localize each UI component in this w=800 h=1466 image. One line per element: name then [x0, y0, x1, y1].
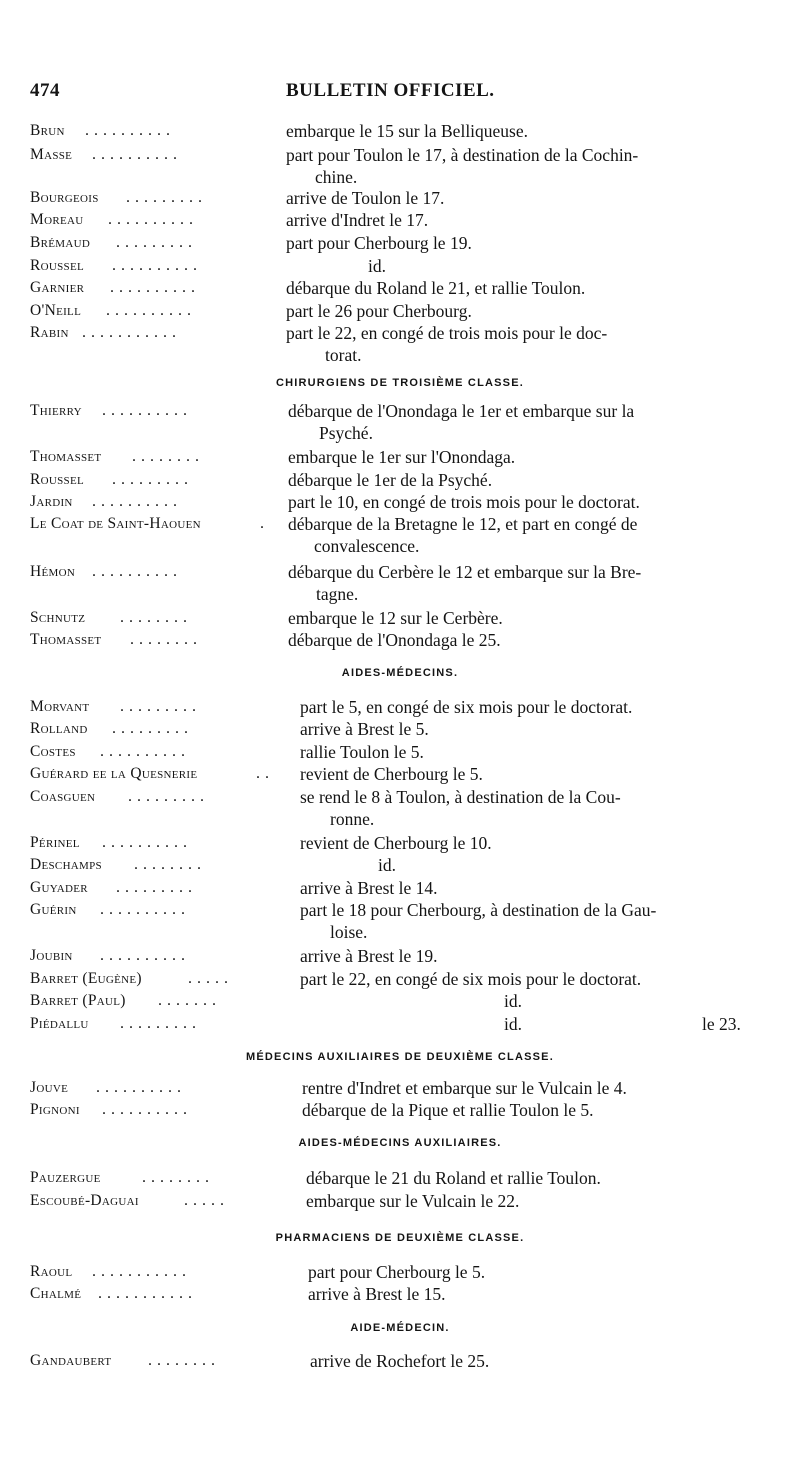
entry-continuation: torat. — [325, 345, 362, 365]
entry-text: débarque le 1er de la Psyché. — [288, 470, 493, 490]
leader-dots: ........ — [142, 1169, 214, 1186]
leader-dots: .......... — [100, 901, 190, 918]
leader-dots: ......... — [128, 788, 209, 805]
section-heading: AIDE-MÉDECIN. — [350, 1322, 450, 1334]
entry-text: part le 22, en congé de six mois pour le doctorat. — [300, 969, 642, 989]
entry-text: part le 22, en congé de trois mois pour le doc- — [286, 323, 608, 343]
entry-name: Guérard ee la Quesnerie — [30, 765, 198, 782]
entry-name: Guérin — [30, 901, 77, 918]
entry-name: Brémaud — [30, 234, 91, 251]
entry-name: Morvant — [30, 698, 90, 715]
entry-text: rentre d'Indret et embarque sur le Vulcain le 4. — [302, 1078, 627, 1098]
entry-continuation: ronne. — [330, 809, 375, 829]
leader-dots: ......... — [116, 234, 197, 251]
entry-text: part le 10, en congé de trois mois pour le doctorat. — [288, 492, 640, 512]
entry-text: embarque le 1er sur l'Onondaga. — [288, 447, 516, 467]
entry-continuation: convalescence. — [314, 536, 420, 556]
entry-continuation: loise. — [330, 922, 368, 942]
leader-dots: .. — [256, 765, 274, 782]
leader-dots: ..... — [188, 970, 233, 987]
entry-name: Périnel — [30, 834, 80, 851]
leader-dots: .......... — [85, 122, 175, 139]
entry-name: Raoul — [30, 1263, 73, 1280]
leader-dots: .......... — [100, 743, 190, 760]
entry-text: id. — [504, 1014, 522, 1034]
leader-dots: ........ — [132, 448, 204, 465]
leader-dots: .......... — [102, 1101, 192, 1118]
section-heading: PHARMACIENS DE DEUXIÈME CLASSE. — [275, 1232, 525, 1244]
entry-name: Schnutz — [30, 609, 86, 626]
page-number: 474 — [30, 80, 60, 101]
entry-name: Coasguen — [30, 788, 96, 805]
entry-name: Costes — [30, 743, 76, 760]
entry-name: Escoubé-Daguai — [30, 1192, 139, 1209]
leader-dots: ........ — [148, 1352, 220, 1369]
entry-name: Moreau — [30, 211, 84, 228]
page-header — [30, 76, 750, 106]
entry-name: Barret (Eugène) — [30, 970, 142, 987]
entry-text: débarque du Cerbère le 12 et embarque sur la Bre- — [288, 562, 642, 582]
entry-continuation: Psyché. — [319, 423, 373, 443]
leader-dots: ........... — [92, 1263, 191, 1280]
entry-text: part pour Cherbourg le 19. — [286, 233, 472, 253]
entry-name: Pauzergue — [30, 1169, 101, 1186]
entry-name: Piédallu — [30, 1015, 89, 1032]
entry-text: id. — [368, 256, 386, 276]
entry-text: débarque de la Pique et rallie Toulon le 5. — [302, 1100, 594, 1120]
entry-text: revient de Cherbourg le 10. — [300, 833, 492, 853]
page-title: BULLETIN OFFICIEL. — [286, 80, 495, 101]
leader-dots: . — [260, 515, 269, 532]
entry-name: Thomasset — [30, 448, 102, 465]
leader-dots: ........ — [120, 609, 192, 626]
entry-text: arrive d'Indret le 17. — [286, 210, 429, 230]
leader-dots: .......... — [108, 211, 198, 228]
section-heading: CHIRURGIENS DE TROISIÈME CLASSE. — [275, 377, 525, 389]
entry-text: se rend le 8 à Toulon, à destination de la Cou- — [300, 787, 621, 807]
leader-dots: ........... — [98, 1285, 197, 1302]
entry-extra-date: le 23. — [702, 1014, 741, 1034]
leader-dots: .......... — [112, 257, 202, 274]
leader-dots: .......... — [96, 1079, 186, 1096]
leader-dots: .......... — [102, 402, 192, 419]
leader-dots: ......... — [120, 698, 201, 715]
leader-dots: ..... — [184, 1192, 229, 1209]
entry-text: part pour Toulon le 17, à destination de la Cochin- — [286, 145, 639, 165]
leader-dots: ........... — [82, 324, 181, 341]
entry-name: Le Coat de Saint-Haouen — [30, 515, 201, 532]
leader-dots: ......... — [112, 471, 193, 488]
entry-name: Brun — [30, 122, 65, 139]
entry-text: part le 18 pour Cherbourg, à destination de la Gau- — [300, 900, 657, 920]
entry-text: part le 5, en congé de six mois pour le doctorat. — [300, 697, 633, 717]
entry-text: rallie Toulon le 5. — [300, 742, 424, 762]
section-heading: AIDES-MÉDECINS. — [341, 667, 459, 679]
entry-text: part pour Cherbourg le 5. — [308, 1262, 486, 1282]
entry-text: débarque de la Bretagne le 12, et part en congé de — [288, 514, 638, 534]
leader-dots: .......... — [92, 493, 182, 510]
entry-name: Thierry — [30, 402, 82, 419]
entry-name: Pignoni — [30, 1101, 80, 1118]
leader-dots: .......... — [106, 302, 196, 319]
entry-text: arrive à Brest le 5. — [300, 719, 429, 739]
leader-dots: ......... — [120, 1015, 201, 1032]
entry-text: débarque du Roland le 21, et rallie Toulon. — [286, 278, 586, 298]
entry-name: Jouve — [30, 1079, 69, 1096]
entry-name: O'Neill — [30, 302, 82, 319]
entry-text: embarque le 12 sur le Cerbère. — [288, 608, 503, 628]
entry-name: Guyader — [30, 879, 88, 896]
entry-text: id. — [378, 855, 396, 875]
entry-name: Rabin — [30, 324, 69, 341]
section-heading: MÉDECINS AUXILIAIRES DE DEUXIÈME CLASSE. — [246, 1051, 554, 1063]
entry-name: Masse — [30, 146, 73, 163]
leader-dots: .......... — [92, 563, 182, 580]
leader-dots: ......... — [116, 879, 197, 896]
leader-dots: .......... — [100, 947, 190, 964]
entry-continuation: chine. — [315, 167, 358, 187]
entry-text: arrive de Rochefort le 25. — [310, 1351, 490, 1371]
leader-dots: .......... — [102, 834, 192, 851]
entry-name: Garnier — [30, 279, 85, 296]
leader-dots: ......... — [126, 189, 207, 206]
entry-name: Chalmé — [30, 1285, 82, 1302]
leader-dots: .......... — [110, 279, 200, 296]
entry-name: Roussel — [30, 257, 84, 274]
section-heading: AIDES-MÉDECINS AUXILIAIRES. — [298, 1137, 502, 1149]
leader-dots: ....... — [158, 992, 221, 1009]
entry-text: arrive à Brest le 14. — [300, 878, 438, 898]
entry-name: Bourgeois — [30, 189, 99, 206]
entry-text: embarque sur le Vulcain le 22. — [306, 1191, 520, 1211]
entry-name: Hémon — [30, 563, 76, 580]
entry-name: Deschamps — [30, 856, 102, 873]
entry-text: débarque de l'Onondaga le 25. — [288, 630, 501, 650]
leader-dots: .......... — [92, 146, 182, 163]
entry-name: Roussel — [30, 471, 84, 488]
entry-text: embarque le 15 sur la Belliqueuse. — [286, 121, 529, 141]
entry-text: débarque de l'Onondaga le 1er et embarque sur la — [288, 401, 635, 421]
entry-text: débarque le 21 du Roland et rallie Toulon. — [306, 1168, 601, 1188]
entry-name: Rolland — [30, 720, 88, 737]
entry-text: part le 26 pour Cherbourg. — [286, 301, 472, 321]
entry-name: Joubin — [30, 947, 73, 964]
entry-name: Jardin — [30, 493, 73, 510]
entry-text: arrive à Brest le 15. — [308, 1284, 446, 1304]
entry-continuation: tagne. — [316, 584, 359, 604]
entry-text: arrive de Toulon le 17. — [286, 188, 445, 208]
entry-text: revient de Cherbourg le 5. — [300, 764, 483, 784]
leader-dots: ......... — [112, 720, 193, 737]
entry-name: Gandaubert — [30, 1352, 112, 1369]
entry-text: arrive à Brest le 19. — [300, 946, 438, 966]
entry-text: id. — [504, 991, 522, 1011]
entry-name: Barret (Paul) — [30, 992, 126, 1009]
entry-name: Thomasset — [30, 631, 102, 648]
leader-dots: ........ — [130, 631, 202, 648]
leader-dots: ........ — [134, 856, 206, 873]
